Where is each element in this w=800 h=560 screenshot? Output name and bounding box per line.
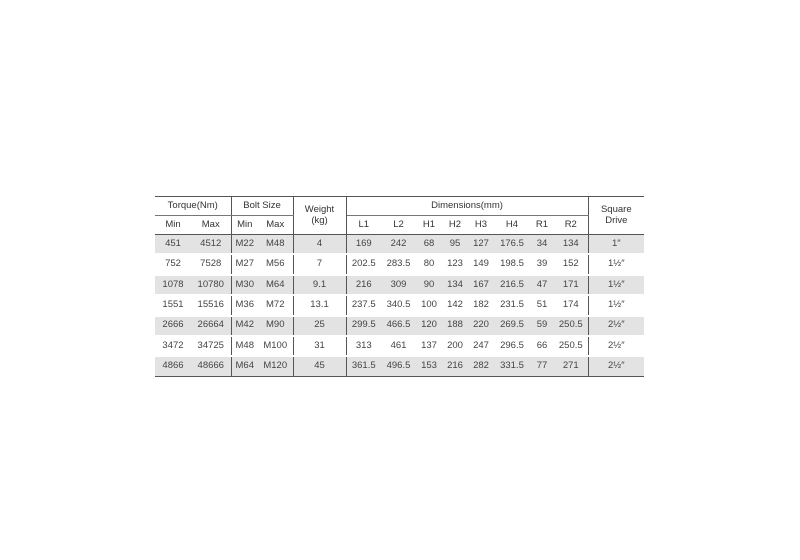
table-cell: 202.5	[346, 254, 381, 274]
table-cell: 237.5	[346, 295, 381, 315]
table-cell: 283.5	[381, 254, 416, 274]
table-cell: M100	[258, 336, 293, 356]
square-drive-header	[588, 197, 644, 235]
table-cell: 182	[468, 295, 494, 315]
table-cell: 66	[530, 336, 554, 356]
bolt-min-header: Min	[231, 216, 258, 235]
table-row	[155, 235, 644, 255]
torque-wrench-spec-table	[155, 196, 644, 377]
table-header	[155, 197, 644, 235]
table-cell: 4	[293, 235, 346, 255]
table-cell: 13.1	[293, 295, 346, 315]
bolt-max-header: Max	[258, 216, 293, 235]
table-body	[155, 235, 644, 377]
table-cell: 309	[381, 275, 416, 295]
table-cell: 216.5	[494, 275, 530, 295]
spec-table-container	[155, 196, 644, 377]
table-cell: 4866	[155, 356, 191, 376]
table-cell: M120	[258, 356, 293, 376]
table-cell: 2½″	[588, 336, 644, 356]
table-cell: 271	[554, 356, 588, 376]
torque-header: Torque(Nm)	[155, 197, 231, 216]
table-row	[155, 356, 644, 376]
table-cell: 250.5	[554, 336, 588, 356]
table-cell: M48	[231, 336, 258, 356]
table-cell: 269.5	[494, 316, 530, 336]
table-cell: 461	[381, 336, 416, 356]
table-cell: 34	[530, 235, 554, 255]
table-cell: 296.5	[494, 336, 530, 356]
table-cell: 1½″	[588, 275, 644, 295]
table-cell: 1½″	[588, 295, 644, 315]
table-cell: M22	[231, 235, 258, 255]
table-cell: M56	[258, 254, 293, 274]
table-cell: M30	[231, 275, 258, 295]
weight-header-label: Weight (kg)	[304, 203, 335, 226]
table-cell: 176.5	[494, 235, 530, 255]
table-cell: 100	[416, 295, 442, 315]
table-cell: 188	[442, 316, 468, 336]
h4-header: H4	[494, 216, 530, 235]
l1-header: L1	[346, 216, 381, 235]
table-cell: 45	[293, 356, 346, 376]
table-cell: 120	[416, 316, 442, 336]
table-cell: 153	[416, 356, 442, 376]
table-cell: 34725	[191, 336, 231, 356]
r2-header: R2	[554, 216, 588, 235]
table-cell: 15516	[191, 295, 231, 315]
table-cell: 127	[468, 235, 494, 255]
table-cell: 47	[530, 275, 554, 295]
table-cell: 2½″	[588, 316, 644, 336]
table-cell: 39	[530, 254, 554, 274]
table-cell: 95	[442, 235, 468, 255]
table-row	[155, 275, 644, 295]
table-cell: 167	[468, 275, 494, 295]
table-cell: M48	[258, 235, 293, 255]
h2-header: H2	[442, 216, 468, 235]
table-cell: 3472	[155, 336, 191, 356]
table-cell: 496.5	[381, 356, 416, 376]
table-cell: 216	[442, 356, 468, 376]
table-cell: M90	[258, 316, 293, 336]
table-cell: 149	[468, 254, 494, 274]
table-cell: M27	[231, 254, 258, 274]
table-row	[155, 295, 644, 315]
table-cell: 9.1	[293, 275, 346, 295]
table-cell: 80	[416, 254, 442, 274]
table-cell: 1551	[155, 295, 191, 315]
table-cell: 2666	[155, 316, 191, 336]
table-cell: M42	[231, 316, 258, 336]
table-cell: 451	[155, 235, 191, 255]
square-drive-header-label: Square Drive	[600, 203, 632, 226]
table-cell: 134	[554, 235, 588, 255]
table-cell: 200	[442, 336, 468, 356]
table-cell: 1078	[155, 275, 191, 295]
table-cell: 142	[442, 295, 468, 315]
table-cell: 1½″	[588, 254, 644, 274]
table-row	[155, 336, 644, 356]
torque-min-header: Min	[155, 216, 191, 235]
table-cell: 152	[554, 254, 588, 274]
h1-header: H1	[416, 216, 442, 235]
table-cell: 242	[381, 235, 416, 255]
table-cell: M72	[258, 295, 293, 315]
table-cell: 10780	[191, 275, 231, 295]
table-cell: 250.5	[554, 316, 588, 336]
table-cell: M36	[231, 295, 258, 315]
table-cell: 216	[346, 275, 381, 295]
table-row	[155, 254, 644, 274]
table-cell: 4512	[191, 235, 231, 255]
table-cell: 68	[416, 235, 442, 255]
table-cell: 2½″	[588, 356, 644, 376]
table-cell: 313	[346, 336, 381, 356]
table-cell: 169	[346, 235, 381, 255]
table-cell: 25	[293, 316, 346, 336]
table-cell: 174	[554, 295, 588, 315]
table-cell: 1″	[588, 235, 644, 255]
table-cell: 171	[554, 275, 588, 295]
table-cell: 361.5	[346, 356, 381, 376]
table-row	[155, 316, 644, 336]
table-cell: 134	[442, 275, 468, 295]
table-cell: M64	[231, 356, 258, 376]
table-cell: 51	[530, 295, 554, 315]
table-cell: 90	[416, 275, 442, 295]
table-cell: 59	[530, 316, 554, 336]
table-cell: 752	[155, 254, 191, 274]
table-cell: 466.5	[381, 316, 416, 336]
table-cell: 48666	[191, 356, 231, 376]
l2-header: L2	[381, 216, 416, 235]
table-cell: 282	[468, 356, 494, 376]
table-cell: 123	[442, 254, 468, 274]
table-cell: 231.5	[494, 295, 530, 315]
table-cell: 26664	[191, 316, 231, 336]
table-cell: 31	[293, 336, 346, 356]
table-cell: M64	[258, 275, 293, 295]
r1-header: R1	[530, 216, 554, 235]
bolt-size-header: Bolt Size	[231, 197, 293, 216]
dimensions-header: Dimensions(mm)	[346, 197, 588, 216]
h3-header: H3	[468, 216, 494, 235]
table-cell: 137	[416, 336, 442, 356]
table-cell: 7	[293, 254, 346, 274]
table-cell: 220	[468, 316, 494, 336]
table-cell: 247	[468, 336, 494, 356]
table-cell: 77	[530, 356, 554, 376]
torque-max-header: Max	[191, 216, 231, 235]
table-cell: 7528	[191, 254, 231, 274]
table-cell: 340.5	[381, 295, 416, 315]
weight-header	[293, 197, 346, 235]
table-cell: 299.5	[346, 316, 381, 336]
table-cell: 331.5	[494, 356, 530, 376]
table-cell: 198.5	[494, 254, 530, 274]
